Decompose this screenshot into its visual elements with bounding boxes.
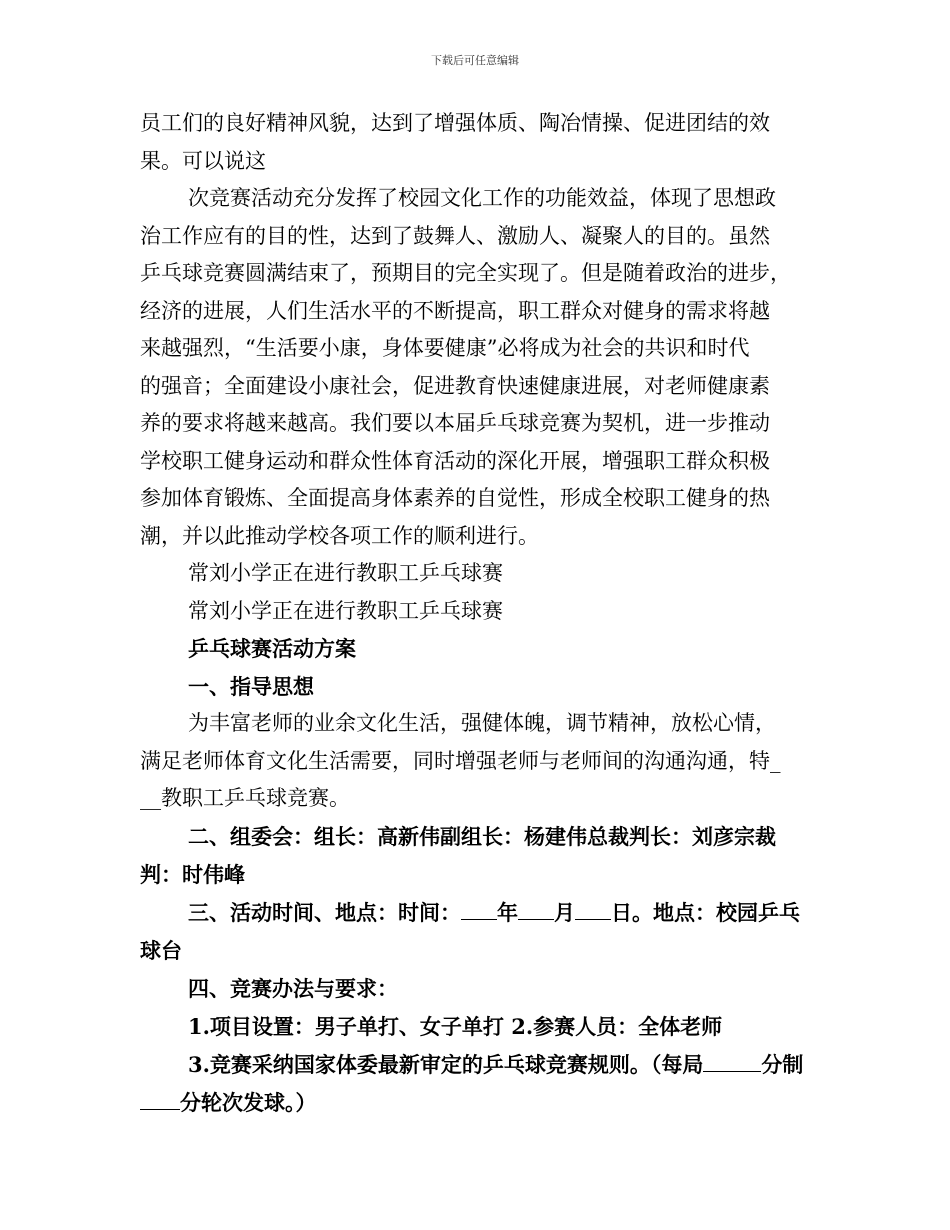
rules-text: 3.竞赛采纳国家体委最新审定的乒乓球竞赛规则。（每局 (188, 1051, 704, 1077)
paragraph-line: 治工作应有的目的性，达到了鼓舞人、激励人、凝聚人的目的。虽然 (140, 223, 770, 248)
photo-caption: 常刘小学正在进行教职工乒乓球赛 (188, 561, 503, 585)
paragraph-line: 参加体育锻炼、全面提高身体素养的自觉性，形成全校职工健身的热 (140, 486, 770, 510)
points-blank (703, 1051, 761, 1072)
paragraph-line: __教职工乒乓球竞赛。 (140, 786, 350, 810)
document-title: 乒乓球赛活动方案 (188, 636, 356, 661)
paragraph-line: 潮，并以此推动学校各项工作的顺利进行。 (140, 523, 539, 548)
document-body (140, 105, 820, 1122)
points-label: 分制 (761, 1051, 804, 1077)
time-place-label: 三、活动时间、地点：时间： (188, 899, 461, 925)
paragraph-line: 经济的进展，人们生活水平的不断提高，职工群众对健身的需求将越 (140, 298, 770, 323)
list-item: 1.项目设置：男子单打、女子单打 2.参赛人员：全体老师 (188, 1013, 723, 1039)
paragraph-line: 乒乓球竞赛圆满结束了，预期目的完全实现了。但是随着政治的进步， (140, 261, 791, 285)
paragraph-line: 员工们的良好精神风貌，达到了增强体质、陶冶情操、促进团结的效 (140, 111, 770, 135)
serve-blank (140, 1089, 180, 1110)
month-label: 月 (554, 899, 575, 925)
section-heading: 一、指导思想 (188, 673, 314, 699)
section-heading-continued: 球台 (140, 937, 182, 963)
year-label: 年 (497, 899, 518, 925)
photo-caption: 常刘小学正在进行教职工乒乓球赛 (188, 598, 503, 623)
paragraph-line: 为丰富老师的业余文化生活，强健体魄，调节精神，放松心情， (188, 711, 776, 735)
paragraph-line: 果。可以说这 (140, 148, 266, 173)
day-blank (575, 899, 611, 920)
paragraph-line: 来越强烈，“生活要小康，身体要健康”必将成为社会的共识和时代 (140, 336, 750, 360)
day-place-label: 日。地点：校园乒乓 (611, 899, 800, 925)
section-heading: 二、组委会：组长：高新伟副组长：杨建伟总裁判长：刘彦宗裁 (188, 823, 776, 849)
list-item-continued (140, 1084, 820, 1122)
month-blank (518, 899, 554, 920)
paragraph-line: 次竞赛活动充分发挥了校园文化工作的功能效益，体现了思想政 (188, 186, 776, 210)
section-heading (140, 894, 820, 932)
paragraph-line: 满足老师体育文化生活需要，同时增强老师与老师间的沟通沟通，特_ (140, 748, 781, 773)
page-header: 下载后可任意编辑 (431, 54, 519, 67)
section-heading-continued: 判：时伟峰 (140, 861, 245, 887)
paragraph-line: 养的要求将越来越高。我们要以本届乒乓球竞赛为契机，进一步推动 (140, 411, 770, 435)
list-item (140, 1046, 820, 1084)
year-blank (461, 899, 497, 920)
paragraph-line: 学校职工健身运动和群众性体育活动的深化开展，增强职工群众积极 (140, 448, 770, 473)
serve-label: 分轮次发球。） (180, 1089, 317, 1115)
paragraph-line: 的强音；全面建设小康社会，促进教育快速健康进展，对老师健康素 (140, 373, 770, 398)
section-heading: 四、竞赛办法与要求： (188, 975, 398, 1001)
